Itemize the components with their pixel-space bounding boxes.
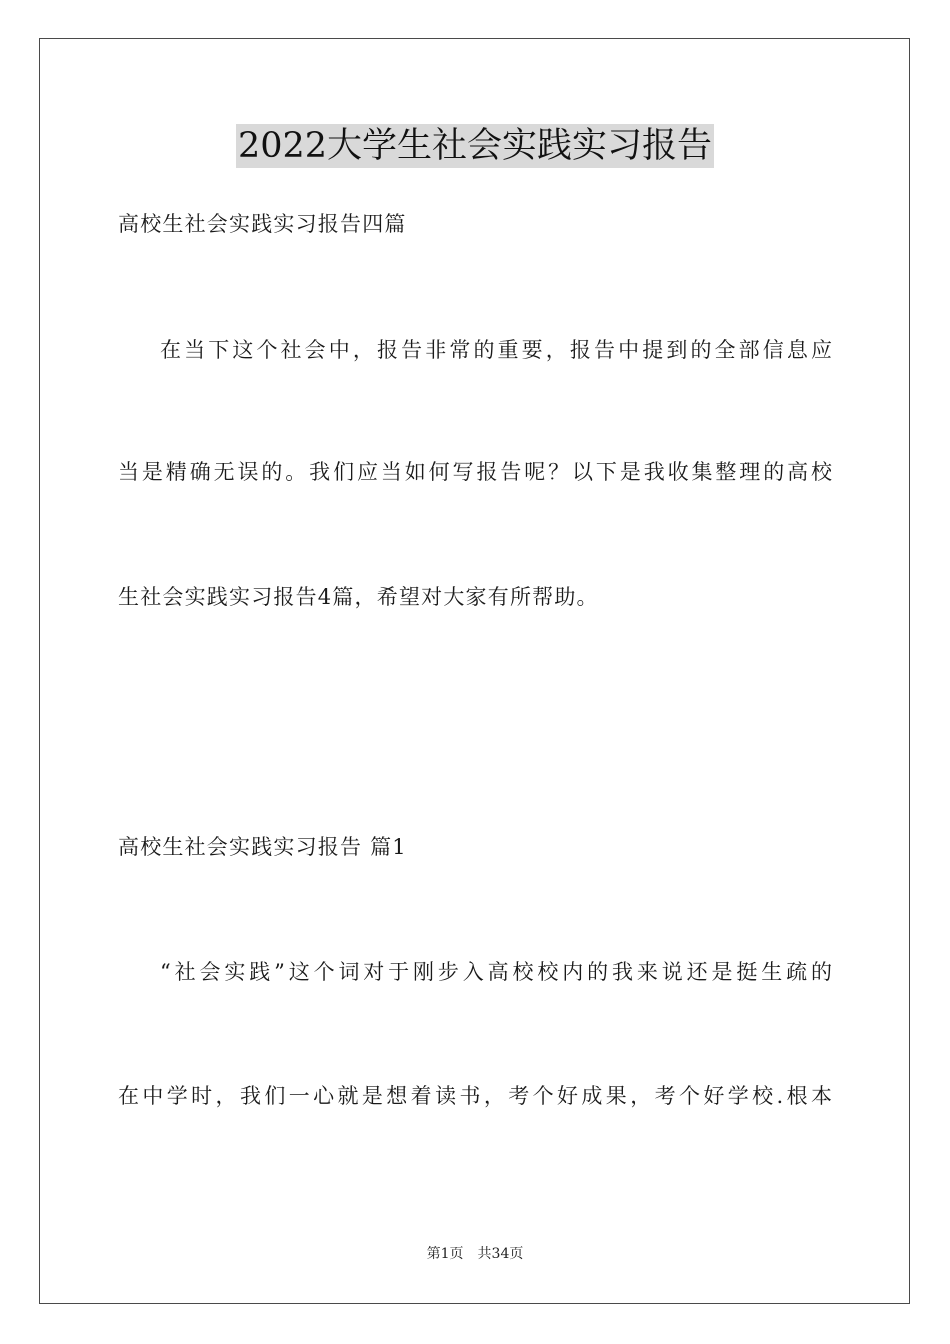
page-total: 共34页 [477, 1246, 524, 1262]
document-title: 2022大学生社会实践实习报告 [237, 126, 713, 166]
section-line-1: “社会实践”这个词对于刚步入高校校内的我来说还是挺生疏的 [160, 960, 832, 984]
section-heading: 高校生社会实践实习报告 篇1 [118, 835, 407, 859]
title-container [0, 124, 950, 168]
intro-line-2: 当是精确无误的。我们应当如何写报告呢？以下是我收集整理的高校 [118, 460, 832, 484]
intro-line-1: 在当下这个社会中，报告非常的重要，报告中提到的全部信息应 [160, 338, 832, 362]
section-line-2: 在中学时，我们一心就是想着读书，考个好成果，考个好学校.根本 [118, 1084, 832, 1108]
intro-line-3: 生社会实践实习报告4篇，希望对大家有所帮助。 [118, 585, 599, 609]
document-subtitle: 高校生社会实践实习报告四篇 [118, 212, 407, 236]
page-number: 第1页 [426, 1246, 464, 1262]
page-footer [0, 1245, 950, 1263]
